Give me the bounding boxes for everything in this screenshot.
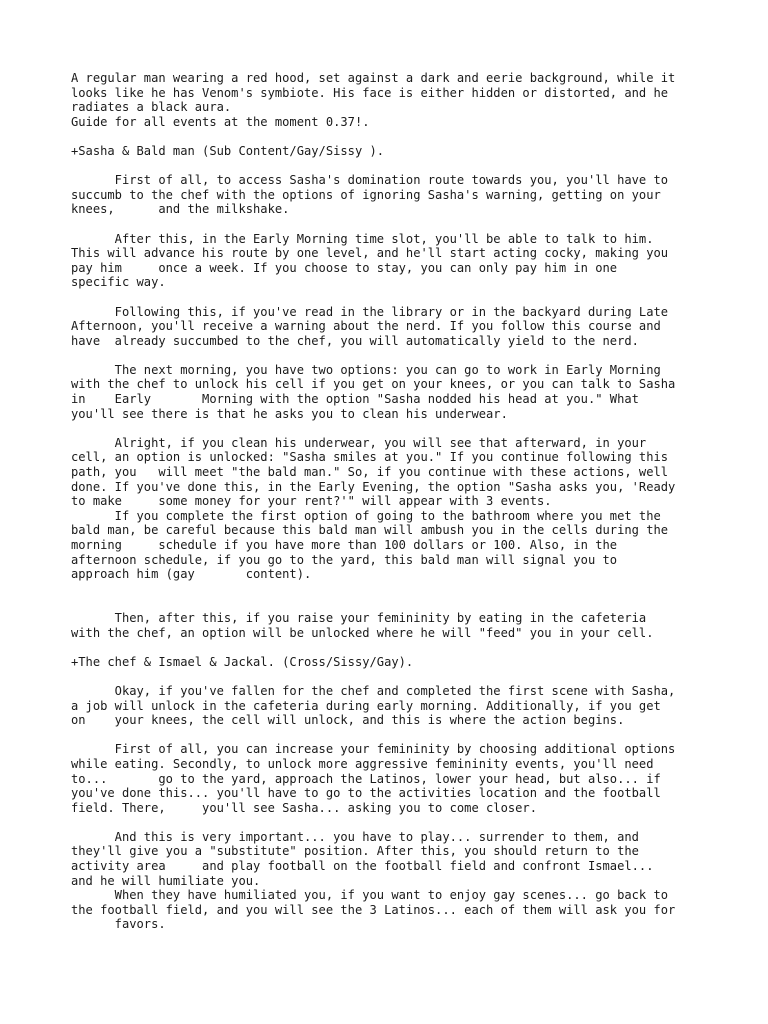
- text-line: have already succumbed to the chef, you will automatically yield to the nerd.: [71, 333, 639, 348]
- text-line: succumb to the chef with the options of ignoring Sasha's warning, getting on your: [71, 187, 661, 202]
- text-line: looks like he has Venom's symbiote. His face is either hidden or distorted, and he: [71, 85, 669, 100]
- text-line: to make some money for your rent?'" will appear with 3 events.: [71, 494, 552, 509]
- text-line: the football field, and you will see the 3 Latinos... each of them will ask you for: [71, 902, 676, 917]
- text-line: approach him (gay content).: [71, 567, 312, 582]
- text-line: morning schedule if you have more than 100 dollars or 100. Also, in the: [71, 538, 618, 552]
- text-line: specific way.: [71, 275, 166, 290]
- text-line: +The chef & Ismael & Jackal. (Cross/Sissy/Gay).: [71, 654, 414, 669]
- text-line: [71, 596, 711, 611]
- text-line: [71, 217, 711, 232]
- text-line: [71, 348, 711, 363]
- text-line: you'll see there is that he asks you to clean his underwear.: [71, 406, 508, 421]
- text-line: activity area and play football on the football field and confront Ismael...: [71, 859, 654, 874]
- text-line: If you complete the first option of going to the bathroom where you met the: [71, 508, 661, 523]
- text-line: Alright, if you clean his underwear, you will see that afterward, in your: [71, 435, 647, 450]
- text-line: you've done this... you'll have to go to the activities location and the football: [71, 786, 661, 801]
- text-line: they'll give you a "substitute" position. After this, you should return to the: [71, 844, 639, 859]
- text-line: with the chef, an option will be unlocked where he will "feed" you in your cell.: [71, 625, 654, 640]
- text-line: A regular man wearing a red hood, set against a dark and eerie background, while it: [71, 71, 676, 85]
- text-line: +Sasha & Bald man (Sub Content/Gay/Sissy ).: [71, 143, 385, 158]
- text-line: First of all, you can increase your femininity by choosing additional options: [71, 742, 676, 757]
- text-line: with the chef to unlock his cell if you get on your knees, or you can talk to Sasha: [71, 377, 676, 392]
- text-line: Afternoon, you'll receive a warning about the nerd. If you follow this course and: [71, 319, 661, 334]
- text-line: done. If you've done this, in the Early Evening, the option "Sasha asks you, 'Ready: [71, 479, 676, 494]
- text-line: on your knees, the cell will unlock, and this is where the action begins.: [71, 713, 625, 728]
- text-line: And this is very important... you have to play... surrender to them, and: [71, 829, 639, 844]
- text-line: [71, 421, 711, 436]
- document-page: [71, 71, 711, 932]
- text-line: This will advance his route by one level, and he'll start acting cocky, making you: [71, 246, 669, 261]
- text-line: radiates a black aura.: [71, 100, 232, 115]
- text-line: Guide for all events at the moment 0.37!.: [71, 114, 370, 129]
- text-line: afternoon schedule, if you go to the yard, this bald man will signal you to: [71, 552, 618, 567]
- text-line: [71, 640, 711, 655]
- text-line: [71, 159, 711, 174]
- text-line: in Early Morning with the option "Sasha nodded his head at you." What: [71, 392, 639, 407]
- text-line: pay him once a week. If you choose to stay, you can only pay him in one: [71, 260, 618, 275]
- text-line: a job will unlock in the cafeteria during early morning. Additionally, if you get: [71, 698, 661, 713]
- text-line: path, you will meet "the bald man." So, if you continue with these actions, well: [71, 465, 669, 480]
- text-line: field. There, you'll see Sasha... asking you to come closer.: [71, 800, 537, 815]
- text-line: [71, 129, 711, 144]
- text-line: [71, 728, 711, 743]
- text-line: Then, after this, if you raise your femininity by eating in the cafeteria: [71, 610, 647, 625]
- text-line: [71, 582, 711, 597]
- text-line: [71, 669, 711, 684]
- text-line: while eating. Secondly, to unlock more aggressive femininity events, you'll need: [71, 756, 654, 771]
- text-line: favors.: [71, 917, 166, 932]
- text-line: [71, 290, 711, 305]
- text-line: After this, in the Early Morning time slot, you'll be able to talk to him.: [71, 231, 654, 246]
- text-line: knees, and the milkshake.: [71, 202, 290, 217]
- text-line: Following this, if you've read in the library or in the backyard during Late: [71, 304, 669, 319]
- text-line: First of all, to access Sasha's domination route towards you, you'll have to: [71, 173, 669, 188]
- text-line: bald man, be careful because this bald man will ambush you in the cells during the: [71, 523, 669, 538]
- text-line: [71, 815, 711, 830]
- text-line: The next morning, you have two options: you can go to work in Early Morning: [71, 362, 661, 377]
- text-line: When they have humiliated you, if you want to enjoy gay scenes... go back to: [71, 888, 669, 903]
- text-line: to... go to the yard, approach the Latinos, lower your head, but also... if: [71, 771, 661, 786]
- text-line: Okay, if you've fallen for the chef and completed the first scene with Sasha,: [71, 683, 676, 698]
- text-line: cell, an option is unlocked: "Sasha smiles at you." If you continue following this: [71, 450, 669, 465]
- text-line: and he will humiliate you.: [71, 873, 261, 888]
